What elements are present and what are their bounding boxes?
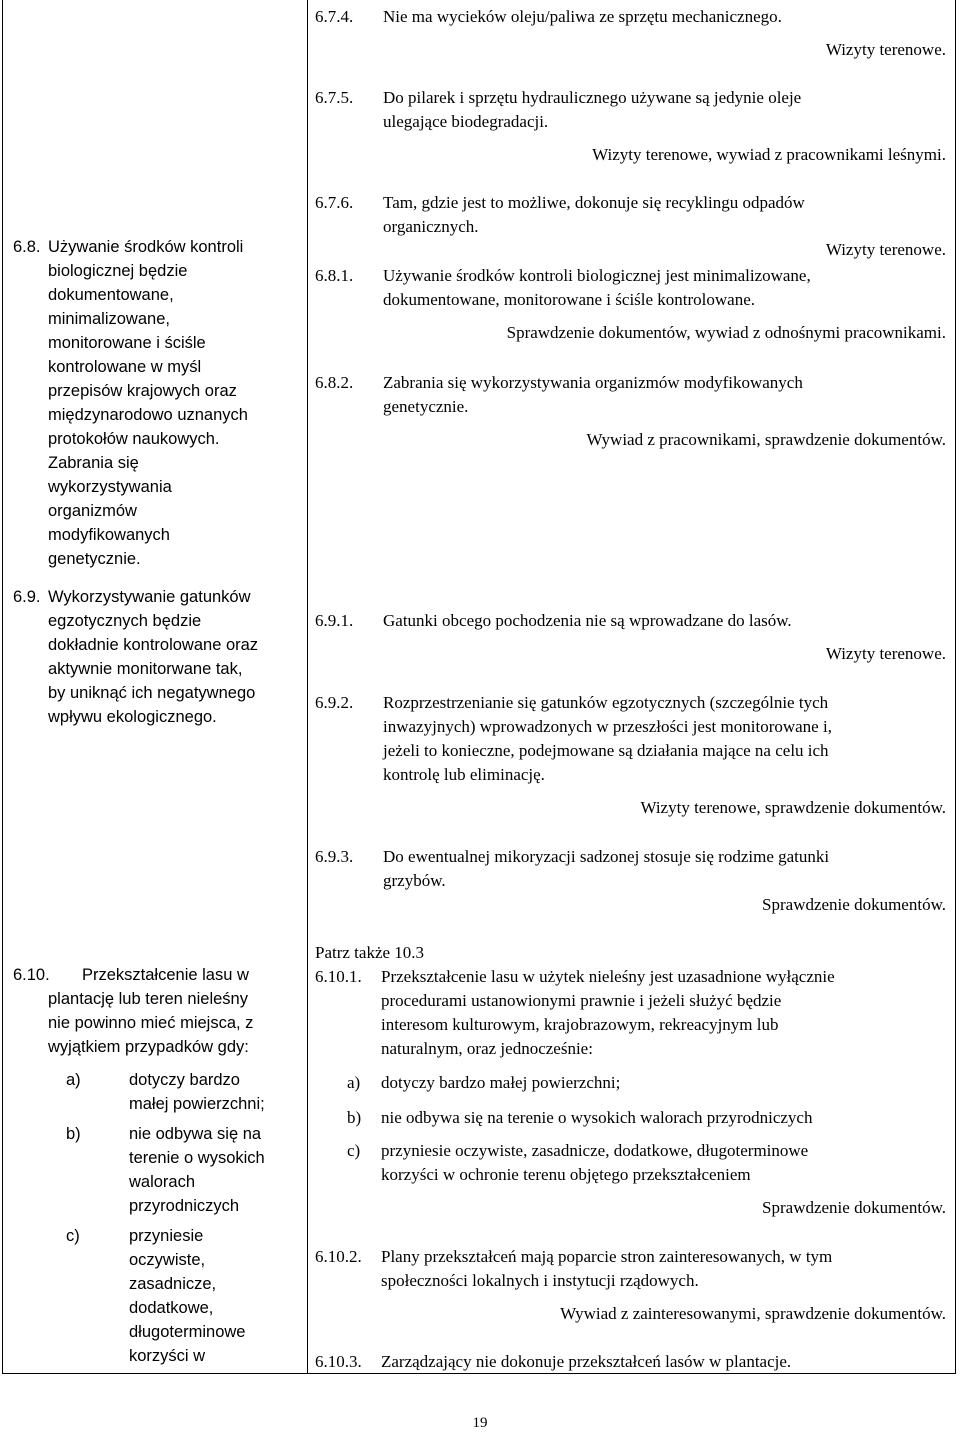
criterion-6-8-line: modyfikowanych xyxy=(48,526,170,544)
verification-method: Sprawdzenie dokumentów. xyxy=(762,895,946,914)
list-item-label: a) xyxy=(66,1071,81,1089)
list-item-line: przyniesie xyxy=(129,1227,204,1245)
indicator-text: Do pilarek i sprzętu hydraulicznego używane są jedynie oleje xyxy=(383,88,802,107)
list-item-line: terenie o wysokich xyxy=(129,1149,265,1167)
indicator-text: społeczności lokalnych i instytucji rządowych. xyxy=(381,1271,699,1290)
verification-method: Wizyty terenowe. xyxy=(825,40,946,59)
indicator-text: Rozprzestrzenianie się gatunków egzotycznych (szczególnie tych xyxy=(383,693,829,712)
indicator-number: 6.9.2. xyxy=(315,693,354,712)
indicator-text: Gatunki obcego pochodzenia nie są wprowadzane do lasów. xyxy=(383,611,792,630)
criterion-6-9-line: dokładnie kontrolowane oraz xyxy=(48,636,259,654)
list-item-label: b) xyxy=(347,1108,362,1127)
list-item-line: małej powierzchni; xyxy=(129,1095,265,1113)
indicator-text: inwazyjnych) wprowadzonych w przeszłości jest monitorowane i, xyxy=(383,717,832,736)
criterion-6-10-line: Przekształcenie lasu w xyxy=(82,966,249,984)
criterion-6-8-line: minimalizowane, xyxy=(48,310,170,328)
verification-method: Sprawdzenie dokumentów, wywiad z odnośnymi pracownikami. xyxy=(506,323,946,342)
indicator-text: dokumentowane, monitorowane i ściśle kontrolowane. xyxy=(383,290,756,309)
criterion-6-9-line: egzotycznych będzie xyxy=(48,612,202,630)
list-item-line: oczywiste, xyxy=(129,1251,206,1269)
verification-method: Wizyty terenowe. xyxy=(825,240,946,259)
list-item-line: dotyczy bardzo małej powierzchni; xyxy=(381,1073,621,1092)
list-item-line: dotyczy bardzo xyxy=(129,1071,240,1089)
indicator-text: Do ewentualnej mikoryzacji sadzonej stosuje się rodzime gatunki xyxy=(383,847,830,866)
verification-method: Wywiad z zainteresowanymi, sprawdzenie dokumentów. xyxy=(560,1304,946,1323)
indicator-number: 6.7.4. xyxy=(315,7,354,26)
criterion-6-8-line: dokumentowane, xyxy=(48,286,174,304)
criterion-number-6-8: 6.8. xyxy=(13,238,41,256)
criterion-6-8-line: kontrolowane w myśl xyxy=(48,358,202,376)
criterion-6-8-line: monitorowane i ściśle xyxy=(48,334,206,352)
indicator-text: ulegające biodegradacji. xyxy=(383,112,549,131)
list-item-line: walorach xyxy=(129,1173,196,1191)
list-item-line: dodatkowe, xyxy=(129,1299,214,1317)
indicator-text: jeżeli to konieczne, podejmowane są działania mające na celu ich xyxy=(383,741,829,760)
list-item-label: c) xyxy=(66,1227,80,1245)
list-item-line: długoterminowe xyxy=(129,1323,246,1341)
indicator-number: 6.10.2. xyxy=(315,1247,362,1266)
criterion-6-8-line: przepisów krajowych oraz xyxy=(48,382,237,400)
indicator-number: 6.8.2. xyxy=(315,373,354,392)
criterion-number-6-10: 6.10. xyxy=(13,966,50,984)
indicator-text: grzybów. xyxy=(383,871,446,890)
verification-method: Wizyty terenowe, wywiad z pracownikami leśnymi. xyxy=(592,145,946,164)
criterion-6-9-line: wpływu ekologicznego. xyxy=(48,708,217,726)
indicator-text: procedurami ustanowionymi prawnie i jeżeli służyć będzie xyxy=(381,991,782,1010)
indicator-text: organicznych. xyxy=(383,217,479,236)
list-item-line: przyrodniczych xyxy=(129,1197,240,1215)
indicator-text: naturalnym, oraz jednocześnie: xyxy=(381,1039,593,1058)
indicator-text: Tam, gdzie jest to możliwe, dokonuje się recyklingu odpadów xyxy=(383,193,805,212)
criterion-6-8-line: protokołów naukowych. xyxy=(48,430,220,448)
indicator-number: 6.10.1. xyxy=(315,967,362,986)
criterion-6-8-line: Zabrania się xyxy=(48,454,139,472)
see-also-note: Patrz także 10.3 xyxy=(315,943,425,962)
criterion-6-9-line: Wykorzystywanie gatunków xyxy=(48,588,251,606)
column-divider xyxy=(307,0,308,1374)
list-item-line: korzyści w xyxy=(129,1347,206,1365)
criterion-6-8-line: organizmów xyxy=(48,502,137,520)
list-item-line: nie odbywa się na terenie o wysokich walorach przyrodniczych xyxy=(381,1108,813,1127)
criterion-6-8-line: międzynarodowo uznanych xyxy=(48,406,248,424)
indicator-number: 6.7.6. xyxy=(315,193,354,212)
list-item-line: przyniesie oczywiste, zasadnicze, dodatkowe, długoterminowe xyxy=(381,1141,809,1160)
indicator-text: genetycznie. xyxy=(383,397,469,416)
criterion-6-8-line: wykorzystywania xyxy=(48,478,172,496)
verification-method: Wywiad z pracownikami, sprawdzenie dokumentów. xyxy=(586,430,946,449)
indicator-number: 6.7.5. xyxy=(315,88,354,107)
criterion-6-10-line: plantację lub teren nieleśny xyxy=(48,990,248,1008)
list-item-label: b) xyxy=(66,1125,81,1143)
indicator-text: Przekształcenie lasu w użytek nieleśny jest uzasadnione wyłącznie xyxy=(381,967,835,986)
criterion-6-8-line: Używanie środków kontroli xyxy=(48,238,244,256)
indicator-number: 6.10.3. xyxy=(315,1352,362,1371)
indicator-number: 6.9.1. xyxy=(315,611,354,630)
verification-method: Sprawdzenie dokumentów. xyxy=(762,1198,946,1217)
criterion-6-9-line: aktywnie monitorwane tak, xyxy=(48,660,243,678)
list-item-line: nie odbywa się na xyxy=(129,1125,262,1143)
list-item-line: korzyści w ochronie terenu objętego przekształceniem xyxy=(381,1165,751,1184)
indicator-text: Zabrania się wykorzystywania organizmów modyfikowanych xyxy=(383,373,803,392)
list-item-label: c) xyxy=(347,1141,361,1160)
criterion-6-8-line: biologicznej będzie xyxy=(48,262,188,280)
indicator-text: Używanie środków kontroli biologicznej jest minimalizowane, xyxy=(383,266,811,285)
indicator-text: Plany przekształceń mają poparcie stron zainteresowanych, w tym xyxy=(381,1247,833,1266)
criterion-6-10-line: wyjątkiem przypadków gdy: xyxy=(48,1038,249,1056)
criterion-6-9-line: by uniknąć ich negatywnego xyxy=(48,684,256,702)
indicator-number: 6.8.1. xyxy=(315,266,354,285)
criterion-6-8-line: genetycznie. xyxy=(48,550,141,568)
list-item-line: zasadnicze, xyxy=(129,1275,217,1293)
indicator-text: interesom kulturowym, krajobrazowym, rekreacyjnym lub xyxy=(381,1015,779,1034)
indicator-text: Nie ma wycieków oleju/paliwa ze sprzętu mechanicznego. xyxy=(383,7,782,26)
criterion-number-6-9: 6.9. xyxy=(13,588,41,606)
criterion-6-10-line: nie powinno mieć miejsca, z xyxy=(48,1014,254,1032)
indicator-text: kontrolę lub eliminację. xyxy=(383,765,545,784)
verification-method: Wizyty terenowe, sprawdzenie dokumentów. xyxy=(640,798,946,817)
page-number: 19 xyxy=(472,1415,488,1431)
indicator-text: Zarządzający nie dokonuje przekształceń lasów w plantacje. xyxy=(381,1352,792,1371)
indicator-number: 6.9.3. xyxy=(315,847,354,866)
verification-method: Wizyty terenowe. xyxy=(825,644,946,663)
list-item-label: a) xyxy=(347,1073,361,1092)
